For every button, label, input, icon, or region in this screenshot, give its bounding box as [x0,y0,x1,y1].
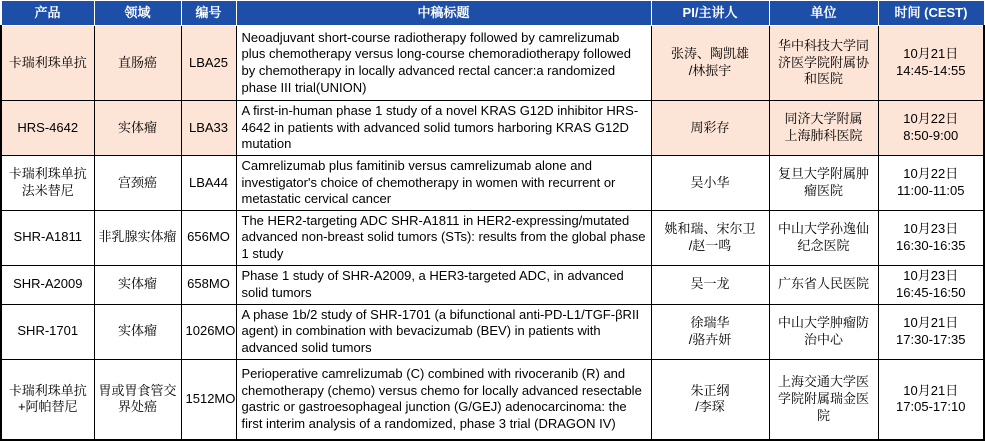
cell-code: 1512MO [181,359,236,440]
cell-pi: 吴小华 [651,155,769,210]
table-row [1,26,984,101]
cell-time: 10月21日 17:30-17:35 [878,304,984,359]
cell-code: LBA25 [181,26,236,101]
cell-title: The HER2-targeting ADC SHR-A1811 in HER2-expressing/mutated advanced non-breast solid tumors (STs): results from the global phase 1 study [236,210,651,265]
cell-affiliation: 华中科技大学同 济医学院附属协 和医院 [769,26,878,101]
column-header-product: 产品 [1,1,94,26]
cell-field: 实体瘤 [94,101,181,156]
cell-code: LBA44 [181,155,236,210]
cell-product: SHR-1701 [1,304,94,359]
cell-title: Phase 1 study of SHR-A2009, a HER3-targeted ADC, in advanced solid tumors [236,265,651,304]
cell-product: HRS-4642 [1,101,94,156]
cell-code: 656MO [181,210,236,265]
cell-title: Neoadjuvant short-course radiotherapy followed by camrelizumab plus chemotherapy versus long-course chemoradiotherapy followed by chemotherapy in locally advanced rectal cancer:a randomized phase III trial(UNION) [236,26,651,101]
table-row [1,265,984,304]
cell-title: Camrelizumab plus famitinib versus camrelizumab alone and investigator's choice of chemotherapy in women with recurrent or metastatic cervical cancer [236,155,651,210]
cell-product: 卡瑞利珠单抗 +阿帕替尼 [1,359,94,440]
cell-pi: 朱正纲 /李琛 [651,359,769,440]
cell-product: SHR-A1811 [1,210,94,265]
cell-field: 胃或胃食管交 界处癌 [94,359,181,440]
cell-pi: 徐瑞华 /骆卉妍 [651,304,769,359]
table-row [1,155,984,210]
cell-affiliation: 上海交通大学医 学院附属瑞金医 院 [769,359,878,440]
table-row [1,210,984,265]
column-header-time: 时间 (CEST) [878,1,984,26]
cell-field: 宫颈癌 [94,155,181,210]
column-header-affiliation: 单位 [769,1,878,26]
cell-field: 非乳腺实体瘤 [94,210,181,265]
cell-affiliation: 复旦大学附属肿 瘤医院 [769,155,878,210]
cell-affiliation: 广东省人民医院 [769,265,878,304]
cell-pi: 姚和瑞、宋尔卫 /赵一鸣 [651,210,769,265]
table-row [1,304,984,359]
table-row [1,359,984,440]
column-header-code: 编号 [181,1,236,26]
cell-time: 10月22日 8:50-9:00 [878,101,984,156]
cell-affiliation: 中山大学孙逸仙 纪念医院 [769,210,878,265]
column-header-field: 领域 [94,1,181,26]
cell-product: SHR-A2009 [1,265,94,304]
cell-affiliation: 中山大学肿瘤防 治中心 [769,304,878,359]
cell-code: 1026MO [181,304,236,359]
header-row [1,1,984,26]
cell-title: A phase 1b/2 study of SHR-1701 (a bifunctional anti-PD-L1/TGF-βRII agent) in combination with bevacizumab (BEV) in patients with advanced solid tumors [236,304,651,359]
cell-code: LBA33 [181,101,236,156]
cell-time: 10月21日 17:05-17:10 [878,359,984,440]
cell-time: 10月23日 16:30-16:35 [878,210,984,265]
column-header-pi: PI/主讲人 [651,1,769,26]
cell-pi: 周彩存 [651,101,769,156]
cell-affiliation: 同济大学附属 上海肺科医院 [769,101,878,156]
cell-time: 10月23日 16:45-16:50 [878,265,984,304]
cell-pi: 吴一龙 [651,265,769,304]
column-header-title: 中稿标题 [236,1,651,26]
cell-time: 10月21日 14:45-14:55 [878,26,984,101]
cell-field: 直肠癌 [94,26,181,101]
cell-product: 卡瑞利珠单抗 [1,26,94,101]
cell-title: Perioperative camrelizumab (C) combined with rivoceranib (R) and chemotherapy (chemo) versus chemo for locally advanced resectable gastric or gastroesophageal junction (G/GEJ) adenocarcinoma: the first interim analysis of a randomized, phase 3 trial (DRAGON IV) [236,359,651,440]
cell-field: 实体瘤 [94,304,181,359]
cell-code: 658MO [181,265,236,304]
cell-product: 卡瑞利珠单抗 法米替尼 [1,155,94,210]
cell-title: A first-in-human phase 1 study of a novel KRAS G12D inhibitor HRS-4642 in patients with advanced solid tumors harboring KRAS G12D mutation [236,101,651,156]
cell-pi: 张涛、陶凯雄 /林振宇 [651,26,769,101]
table-row [1,101,984,156]
cell-time: 10月22日 11:00-11:05 [878,155,984,210]
cell-field: 实体瘤 [94,265,181,304]
